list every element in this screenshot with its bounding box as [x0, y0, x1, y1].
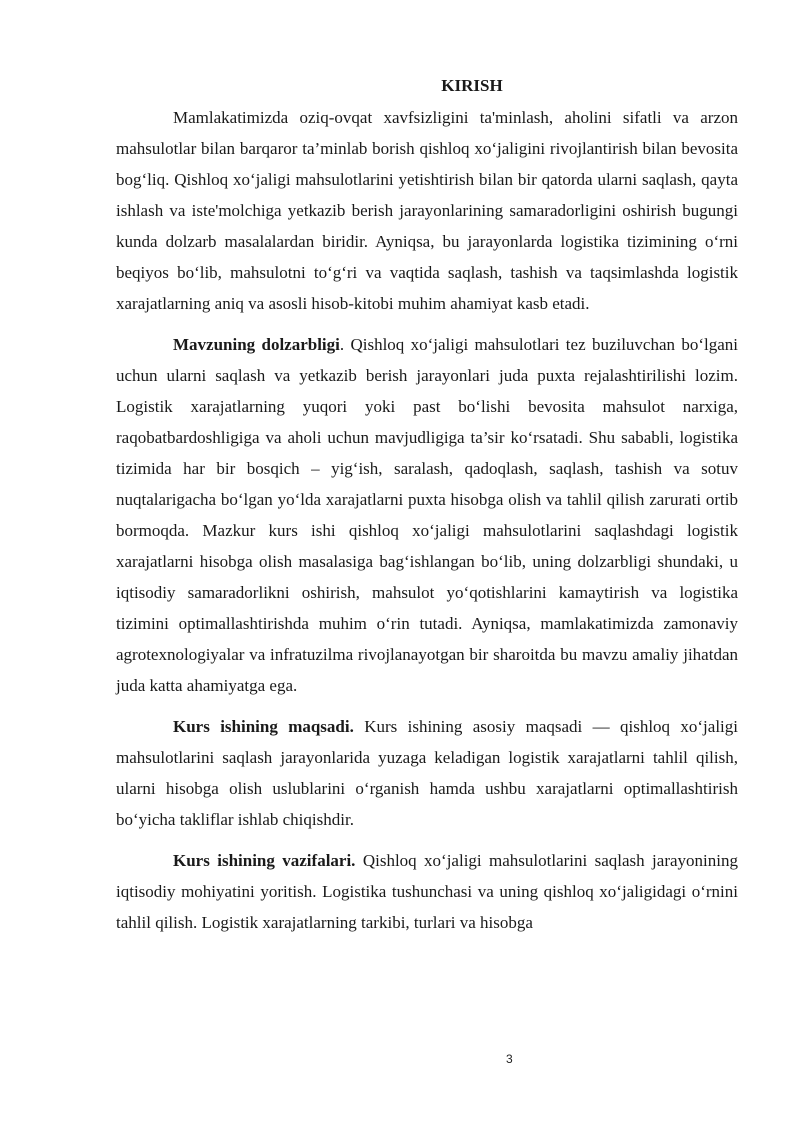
paragraph-goal [116, 711, 738, 835]
paragraph-lead: Kurs ishining maqsadi. [173, 717, 354, 736]
paragraph-text: Qishloq xoʻjaligi mahsulotlarini saqlash jarayonining iqtisodiy mohiyatini yoritish. Logistika tushunchasi va uning qishloq xoʻjaligidagi oʻrnini tahlil qilish. Logistik xarajatlarning tarkibi, turlari va hisobga [116, 851, 738, 932]
paragraph-relevance [116, 329, 738, 701]
paragraph-tasks [116, 845, 738, 938]
paragraph-lead: Kurs ishining vazifalari. [173, 851, 356, 870]
paragraph-text: Kurs ishining asosiy maqsadi — qishloq xoʻjaligi mahsulotlarini saqlash jarayonlarida yuzaga keladigan logistik xarajatlarni tahlil qilish, ularni hisobga olish uslublarini oʻrganish hamda ushbu xarajatlarni optimallashtirish boʻyicha takliflar ishlab chiqishdir. [116, 717, 738, 829]
page-number: 3 [506, 1052, 513, 1066]
paragraph-text: Mamlakatimizda oziq-ovqat xavfsizligini ta'minlash, aholini sifatli va arzon mahsulotlar bilan barqaror ta’minlab borish qishloq xoʻjaligini rivojlantirish bilan bevosita bogʻliq. Qishloq xoʻjaligi mahsulotlarini yetishtirish bilan bir qatorda ularni saqlash, qayta ishlash va iste'molchiga yetkazib berish jarayonlarining samaradorligini oshirish bugungi kunda dolzarb masalalardan biridir. Ayniqsa, bu jarayonlarda logistika tizimining oʻrni beqiyos boʻlib, mahsulotni toʻgʻri va vaqtida saqlash, tashish va taqsimlashda logistik xarajatlarning aniq va asosli hisob-kitobi muhim ahamiyat kasb etadi. [116, 108, 738, 313]
paragraph-text: . Qishloq xoʻjaligi mahsulotlari tez buziluvchan boʻlgani uchun ularni saqlash va yetkazib berish jarayonlari juda puxta rejalashtirilishi lozim. Logistik xarajatlarning yuqori yoki past boʻlishi bevosita mahsulot narxiga, raqobatbardoshligiga va aholi uchun mavjudligiga ta’sir koʻrsatadi. Shu sababli, logistika tizimida har bir bosqich – yigʻish, saralash, qadoqlash, saqlash, tashish va sotuv nuqtalarigacha boʻlgan yoʻlda xarajatlarni puxta hisobga olish va tahlil qilish zarurati ortib bormoqda. Mazkur kurs ishi qishloq xoʻjaligi mahsulotlarini saqlashdagi logistik xarajatlarni hisobga olish masalasiga bagʻishlangan boʻlib, uning dolzarbligi shundaki, u iqtisodiy samaradorlikni oshirish, mahsulot yoʻqotishlarini kamaytirish va logistika tizimini optimallashtirishda muhim oʻrin tutadi. Ayniqsa, mamlakatimizda zamonaviy agrotexnologiyalar va infratuzilma rivojlanayotgan bir sharoitda bu mavzu amaliy jihatdan juda katta ahamiyatga ega. [116, 335, 738, 695]
document-title: KIRISH [441, 76, 503, 95]
document-page [116, 74, 738, 948]
paragraph-lead: Mavzuning dolzarbligi [173, 335, 340, 354]
paragraph-intro [116, 102, 738, 319]
